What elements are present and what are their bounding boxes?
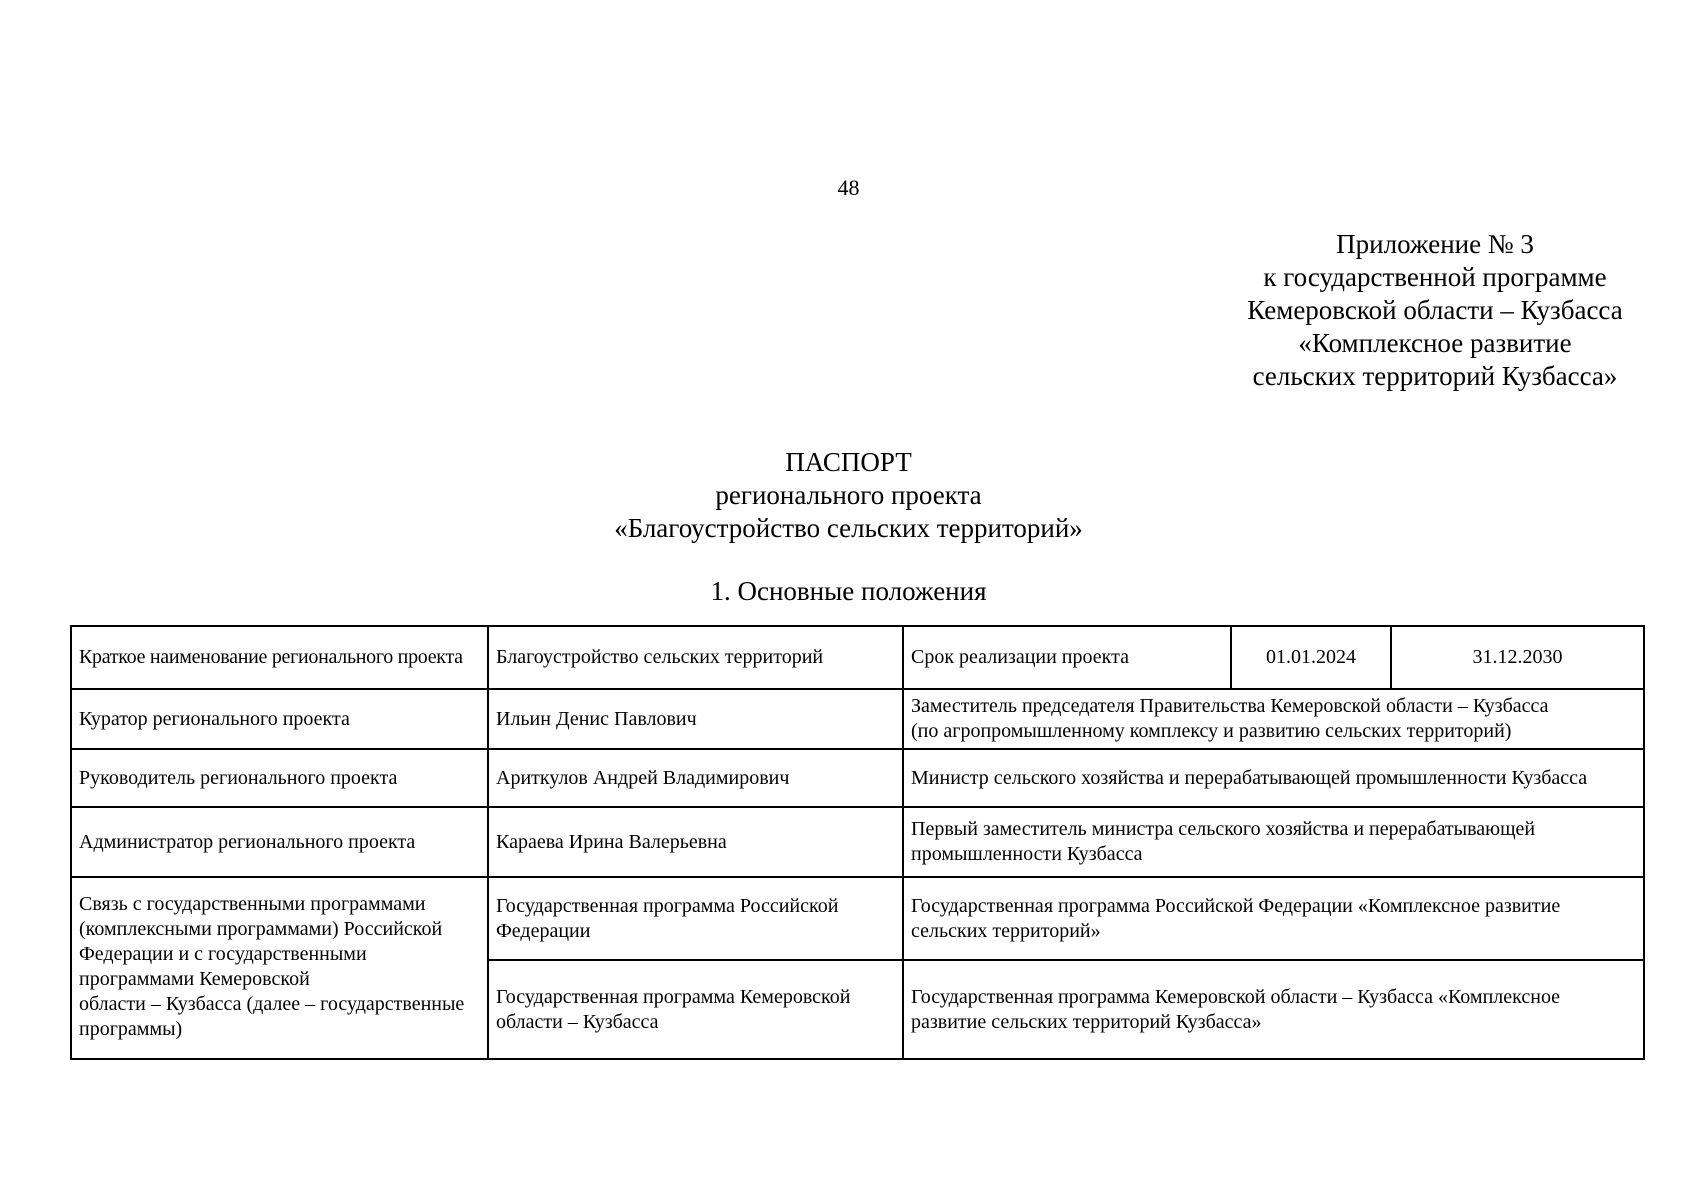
passport-title: ПАСПОРТ <box>785 447 912 477</box>
passport-title-block <box>0 446 1697 545</box>
program-link-label-line: программами Кемеровской <box>79 968 310 990</box>
program-link-label-line: (комплексными программами) Российской <box>79 918 443 940</box>
ko-program-type-line: области – Кузбасса <box>496 1010 659 1033</box>
appendix-line: Приложение № 3 <box>1336 229 1534 259</box>
curator-position-line: Заместитель председателя Правительства Кемеровской области – Кузбасса <box>911 695 1549 717</box>
table-row <box>71 626 1644 689</box>
ko-program-name-line: развитие сельских территорий Кузбасса» <box>911 1010 1262 1033</box>
rf-program-name <box>903 877 1644 960</box>
head-label: Руководитель регионального проекта <box>71 749 488 807</box>
program-link-label-line: области – Кузбасса (далее – государственные <box>79 993 465 1015</box>
admin-label: Администратор регионального проекта <box>71 807 488 877</box>
ko-program-type <box>488 960 903 1059</box>
table-row <box>71 807 1644 877</box>
term-label: Срок реализации проекта <box>903 626 1231 689</box>
table-row <box>71 689 1644 749</box>
rf-program-type <box>488 877 903 960</box>
short-name-value: Благоустройство сельских территорий <box>488 626 903 689</box>
rf-program-type-line: Федерации <box>496 919 591 942</box>
appendix-line: сельских территорий Кузбасса» <box>1252 361 1618 391</box>
admin-name: Караева Ирина Валерьевна <box>488 807 903 877</box>
appendix-header <box>1210 228 1660 393</box>
curator-label: Куратор регионального проекта <box>71 689 488 749</box>
appendix-line: Кемеровской области – Кузбасса <box>1247 295 1623 325</box>
section-title: 1. Основные положения <box>710 576 987 606</box>
curator-position <box>903 689 1644 749</box>
table-row <box>71 877 1644 960</box>
appendix-line: к государственной программе <box>1263 262 1607 292</box>
program-link-label-line: Связь с государственными программами <box>79 893 426 915</box>
ko-program-name <box>903 960 1644 1059</box>
program-link-label <box>71 877 488 1059</box>
rf-program-name-line: сельских территорий» <box>911 919 1101 942</box>
ko-program-name-line: Государственная программа Кемеровской области – Кузбасса «Комплексное <box>911 985 1561 1008</box>
admin-position <box>903 807 1644 877</box>
passport-table <box>70 625 1645 1060</box>
admin-position-line: промышленности Кузбасса <box>911 843 1143 865</box>
head-position: Министр сельского хозяйства и перерабатывающей промышленности Кузбасса <box>903 749 1644 807</box>
rf-program-type-line: Государственная программа Российской <box>496 894 839 917</box>
rf-program-name-line: Государственная программа Российской Федерации «Комплексное развитие <box>911 894 1561 917</box>
project-name: «Благоустройство сельских территорий» <box>614 513 1083 543</box>
table-row <box>71 749 1644 807</box>
term-start: 01.01.2024 <box>1231 626 1391 689</box>
program-link-label-line: Федерации и с государственными <box>79 943 367 965</box>
admin-position-line: Первый заместитель министра сельского хозяйства и перерабатывающей <box>911 818 1536 840</box>
curator-name: Ильин Денис Павлович <box>488 689 903 749</box>
page-number: 48 <box>837 175 860 200</box>
passport-subtitle: регионального проекта <box>715 480 982 510</box>
program-link-label-line: программы) <box>79 1018 183 1040</box>
term-end: 31.12.2030 <box>1391 626 1644 689</box>
head-name: Ариткулов Андрей Владимирович <box>488 749 903 807</box>
curator-position-line: (по агропромышленному комплексу и развитию сельских территорий) <box>911 720 1512 742</box>
short-name-label: Краткое наименование регионального проекта <box>71 626 488 689</box>
ko-program-type-line: Государственная программа Кемеровской <box>496 985 851 1008</box>
appendix-line: «Комплексное развитие <box>1298 328 1572 358</box>
